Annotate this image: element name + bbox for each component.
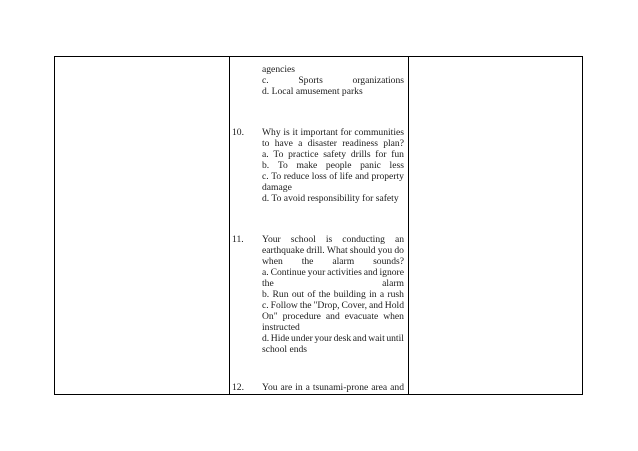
word: alarm bbox=[332, 256, 355, 267]
text-line bbox=[262, 267, 404, 278]
table-column-right bbox=[409, 57, 582, 394]
word: Sports bbox=[298, 75, 323, 86]
word: On" bbox=[262, 311, 278, 322]
word: Follow bbox=[270, 300, 298, 311]
text-line bbox=[262, 86, 404, 97]
word: an bbox=[394, 234, 404, 245]
word: in bbox=[295, 382, 303, 393]
word: a bbox=[305, 382, 310, 393]
word: d. To avoid responsibility for safety bbox=[262, 193, 399, 204]
word: wait bbox=[368, 333, 385, 344]
word: Hold bbox=[384, 300, 404, 311]
word: the bbox=[301, 256, 314, 267]
word: you bbox=[377, 245, 393, 256]
word: practice bbox=[288, 149, 319, 160]
text-line bbox=[262, 311, 404, 322]
question-number: 12. bbox=[232, 382, 244, 393]
word: area bbox=[371, 382, 388, 393]
word: a bbox=[298, 138, 303, 149]
question-text bbox=[262, 234, 404, 355]
text-line bbox=[262, 138, 404, 149]
word: is bbox=[325, 234, 333, 245]
word: Run bbox=[272, 289, 289, 300]
word: the bbox=[318, 289, 331, 300]
word: organizations bbox=[352, 75, 404, 86]
word: ignore bbox=[379, 267, 404, 278]
text-line bbox=[262, 234, 404, 245]
word: Continue bbox=[270, 267, 306, 278]
word: earthquake bbox=[262, 245, 305, 256]
word: disaster bbox=[307, 138, 337, 149]
word: in bbox=[369, 289, 377, 300]
text-line bbox=[262, 322, 404, 333]
word: important bbox=[300, 127, 338, 138]
word: life bbox=[339, 171, 353, 182]
word: under bbox=[291, 333, 313, 344]
word: safety bbox=[323, 149, 347, 160]
text-line bbox=[262, 344, 404, 355]
word: plan? bbox=[383, 138, 404, 149]
text-line bbox=[262, 256, 404, 267]
word: panic bbox=[360, 160, 381, 171]
word: agencies bbox=[262, 64, 296, 75]
word: your bbox=[314, 333, 333, 344]
word: evacuate bbox=[344, 311, 379, 322]
word: and bbox=[363, 267, 378, 278]
text-line bbox=[262, 171, 404, 182]
word: alarm bbox=[382, 278, 404, 289]
word: and bbox=[325, 311, 340, 322]
word: a bbox=[379, 289, 385, 300]
word: Your bbox=[262, 234, 281, 245]
text-line bbox=[262, 289, 404, 300]
word: a. bbox=[262, 267, 269, 278]
text-line bbox=[262, 160, 404, 171]
text-line bbox=[262, 193, 404, 204]
word: school bbox=[290, 234, 316, 245]
word: loss bbox=[311, 171, 327, 182]
text-line bbox=[262, 182, 404, 193]
word: for bbox=[375, 149, 387, 160]
text-line bbox=[262, 149, 404, 160]
word: the bbox=[299, 300, 312, 311]
word: c. bbox=[262, 75, 269, 86]
word: To bbox=[271, 171, 282, 182]
word: of bbox=[329, 171, 338, 182]
word: desk bbox=[333, 333, 352, 344]
text-line bbox=[262, 300, 404, 311]
question-text bbox=[262, 127, 404, 204]
word: rush bbox=[387, 289, 404, 300]
word: and bbox=[352, 333, 367, 344]
word: fun bbox=[391, 149, 404, 160]
word: To bbox=[277, 160, 288, 171]
text-line bbox=[262, 333, 404, 344]
word: building bbox=[333, 289, 366, 300]
text-line bbox=[262, 75, 404, 86]
word: a. bbox=[262, 149, 269, 160]
word: people bbox=[325, 160, 352, 171]
word: Hide bbox=[270, 333, 290, 344]
word: less bbox=[389, 160, 404, 171]
word: b. bbox=[262, 289, 270, 300]
word: conducting bbox=[342, 234, 385, 245]
word: are bbox=[280, 382, 293, 393]
word: to bbox=[262, 138, 270, 149]
word: property bbox=[371, 171, 404, 182]
text-line bbox=[262, 127, 404, 138]
word: sounds? bbox=[373, 256, 404, 267]
word: damage bbox=[262, 182, 292, 193]
word: Cover, bbox=[341, 300, 367, 311]
word: tsunami-prone bbox=[312, 382, 369, 393]
word: until bbox=[386, 333, 404, 344]
word: school ends bbox=[262, 344, 308, 355]
question-text bbox=[262, 382, 404, 393]
word: reduce bbox=[283, 171, 310, 182]
word: the bbox=[262, 278, 274, 289]
text-line bbox=[262, 382, 404, 393]
word: and bbox=[355, 171, 369, 182]
word: c. bbox=[262, 300, 269, 311]
word: make bbox=[296, 160, 318, 171]
previous-question-tail bbox=[262, 64, 404, 97]
word: drill. bbox=[306, 245, 325, 256]
table-column-left bbox=[55, 57, 230, 394]
word: c. bbox=[262, 171, 269, 182]
word: procedure bbox=[282, 311, 321, 322]
word: What bbox=[326, 245, 348, 256]
word: You bbox=[262, 382, 278, 393]
word: for bbox=[340, 127, 352, 138]
text-line bbox=[262, 64, 404, 75]
word: do bbox=[394, 245, 404, 256]
word: out bbox=[291, 289, 305, 300]
word: Why bbox=[262, 127, 281, 138]
word: readiness bbox=[342, 138, 378, 149]
word: your bbox=[307, 267, 326, 278]
word: activities bbox=[327, 267, 362, 278]
question-number: 10. bbox=[232, 127, 244, 138]
word: instructed bbox=[262, 322, 300, 333]
word: b. bbox=[262, 160, 270, 171]
word: communities bbox=[354, 127, 404, 138]
word: "Drop, bbox=[313, 300, 340, 311]
word: should bbox=[349, 245, 376, 256]
word: is bbox=[283, 127, 290, 138]
word: d. Local amusement parks bbox=[262, 86, 363, 97]
question-number: 11. bbox=[232, 234, 244, 245]
word: have bbox=[274, 138, 293, 149]
word: To bbox=[273, 149, 284, 160]
word: drills bbox=[350, 149, 371, 160]
text-line bbox=[262, 278, 404, 289]
word: of bbox=[307, 289, 316, 300]
word: d. bbox=[262, 333, 270, 344]
word: and bbox=[390, 382, 404, 393]
word: when bbox=[383, 311, 404, 322]
word: when bbox=[262, 256, 283, 267]
text-line bbox=[262, 245, 404, 256]
word: it bbox=[292, 127, 298, 138]
word: and bbox=[368, 300, 383, 311]
